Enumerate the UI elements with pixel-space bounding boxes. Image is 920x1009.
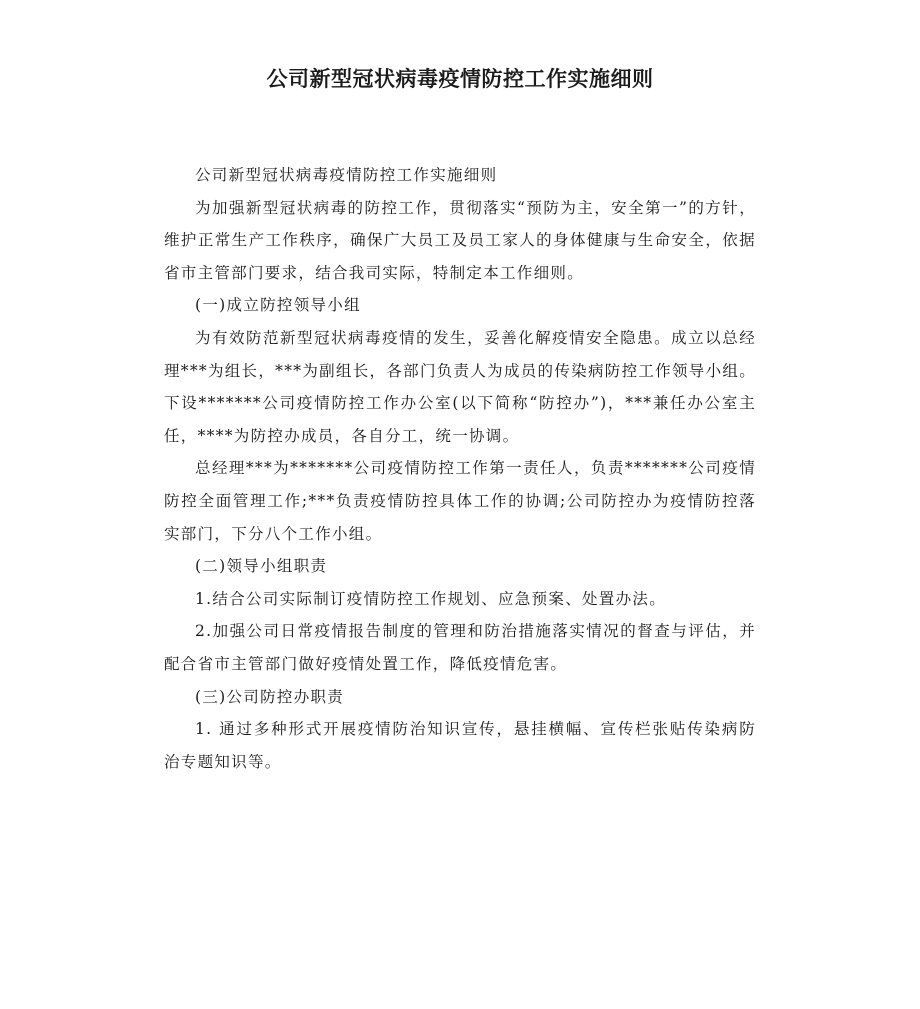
section-heading-3: (三)公司防控办职责 xyxy=(195,687,345,706)
document-title: 公司新型冠状病毒疫情防控工作实施细则 xyxy=(266,67,654,91)
section-heading-1: (一)成立防控领导小组 xyxy=(195,296,361,315)
paragraph: 为有效防范新型冠状病毒疫情的发生，妥善化解疫情安全隐患。成立以总经理***为组长，***为副组长，各部门负责人为成员的传染病防控工作领导小组。下设*******公司疫情防控工作办公室(以下简称“防控办”)，***兼任办公室主任，****为防控办成员，各自分工，统一协调。 xyxy=(164,328,756,445)
list-item: 1. 通过多种形式开展疫情防治知识宣传，悬挂横幅、宣传栏张贴传染病防治专题知识等。 xyxy=(164,720,756,771)
paragraph-subtitle: 公司新型冠状病毒疫情防控工作实施细则 xyxy=(195,166,498,184)
list-item: 1.结合公司实际制订疫情防控工作规划、应急预案、处置办法。 xyxy=(195,589,666,608)
section-heading-2: (二)领导小组职责 xyxy=(195,557,328,576)
list-item: 2.加强公司日常疫情报告制度的管理和防治措施落实情况的督查与评估，并配合省市主管部门做好疫情处置工作，降低疫情危害。 xyxy=(164,622,756,673)
paragraph: 总经理***为*******公司疫情防控工作第一责任人，负责*******公司疫情防控全面管理工作;***负责疫情防控具体工作的协调;公司防控办为疫情防控落实部门，下分八个工作小组。 xyxy=(164,459,756,543)
paragraph-intro: 为加强新型冠状病毒的防控工作，贯彻落实“预防为主，安全第一”的方针，维护正常生产工作秩序，确保广大员工及员工家人的身体健康与生命安全，依据省市主管部门要求，结合我司实际，特制定本工作细则。 xyxy=(164,198,756,282)
document-body xyxy=(164,159,756,778)
